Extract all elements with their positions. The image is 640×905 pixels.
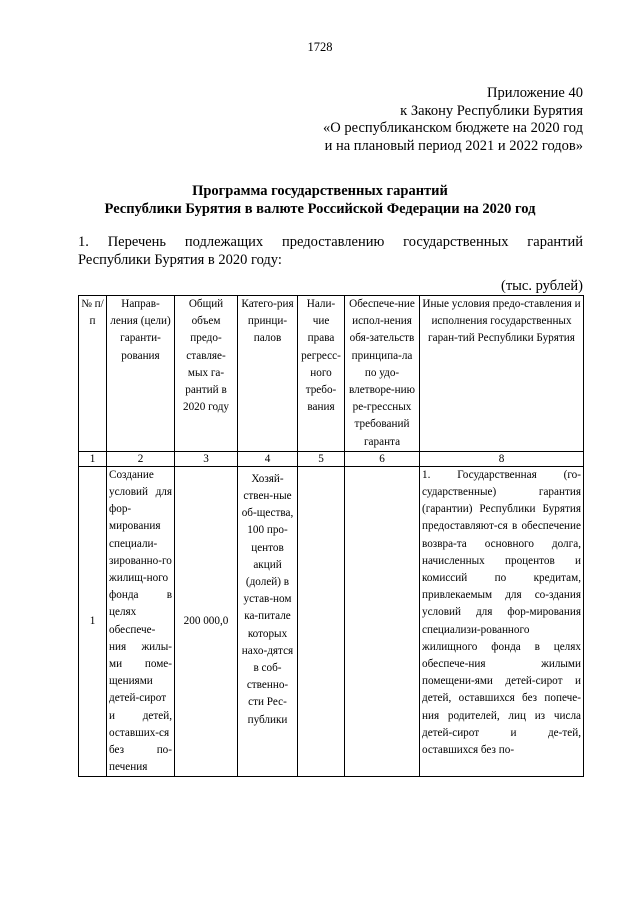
column-number: 8 (420, 451, 584, 466)
document-title (0, 182, 640, 218)
column-number: 1 (79, 451, 107, 466)
header-cell: Нали-чие права регресс-ного требо-вания (298, 296, 345, 452)
header-cell: Направ-ления (цели) гаранти-рования (107, 296, 175, 452)
page-number: 1728 (307, 40, 333, 54)
principal-category (238, 466, 298, 777)
column-number: 4 (238, 451, 298, 466)
row-number: 1 (79, 466, 107, 777)
title-line: Республики Бурятия в валюте Российской Федерации на 2020 год (104, 201, 536, 217)
column-number: 5 (298, 451, 345, 466)
header-cell: Иные условия предо-ставления и исполнения государственных гаран-тий Республики Бурятия (420, 296, 584, 452)
intro-paragraph: 1. Перечень подлежащих предоставлению государственных гарантий Республики Бурятия в 2020 году: (78, 234, 583, 268)
table-header-row (79, 296, 584, 452)
guarantees-table (78, 295, 584, 777)
appendix-line: Приложение 40 (487, 85, 583, 101)
table-row (79, 466, 584, 777)
obligation-security (345, 466, 420, 777)
principal-category-text: Хозяй-ствен-ные об-щества, 100 про-центов акций (долей) в устав-ном ка-питале которых нахо-дятся в соб-ственно-сти Рес-публики (241, 472, 294, 726)
appendix-line: к Закону Республики Бурятия (400, 102, 583, 119)
column-number: 3 (175, 451, 238, 466)
header-cell: Катего-рия принци-палов (238, 296, 298, 452)
guarantee-direction: Создание условий для фор-мирования специали-зированно-го жилищ-ного фонда в целях обеспече-ния жилы-ми поме-щениями детей-сирот и детей, оставших-ся без по-печения (107, 466, 175, 777)
regress-right (298, 466, 345, 777)
column-number-row (79, 451, 584, 466)
header-cell: Общий объем предо-ставляе-мых га-рантий в 2020 году (175, 296, 238, 452)
title-line: Программа государственных гарантий (192, 183, 448, 199)
column-number: 2 (107, 451, 175, 466)
column-number: 6 (345, 451, 420, 466)
guarantee-amount: 200 000,0 (175, 466, 238, 777)
appendix-reference (323, 85, 583, 155)
header-cell: № п/п (79, 296, 107, 452)
units-label: (тыс. рублей) (501, 278, 583, 294)
appendix-line: «О республиканском бюджете на 2020 год (323, 120, 583, 136)
appendix-line: и на плановый период 2021 и 2022 годов» (324, 137, 583, 154)
header-cell: Обеспече-ние испол-нения обя-зательств принципа-ла по удо-влетворе-нию ре-грессных требований гаранта (345, 296, 420, 452)
other-conditions: 1. Государственная (го-сударственные) гарантия (гарантии) Республики Бурятия предоставляют-ся в обеспечение возвра-та основного долга, начисленных процентов и комиссий по кредитам, привлекаемым для со-здания условий для фор-мирования специализи-рованного жилищного фонда в целях обеспече-ния жилыми помещени-ями детей-сирот и детей, оставшихся без попече-ния родителей, лиц из числа детей-сирот и де-тей, оставшихся без по- (420, 466, 584, 777)
